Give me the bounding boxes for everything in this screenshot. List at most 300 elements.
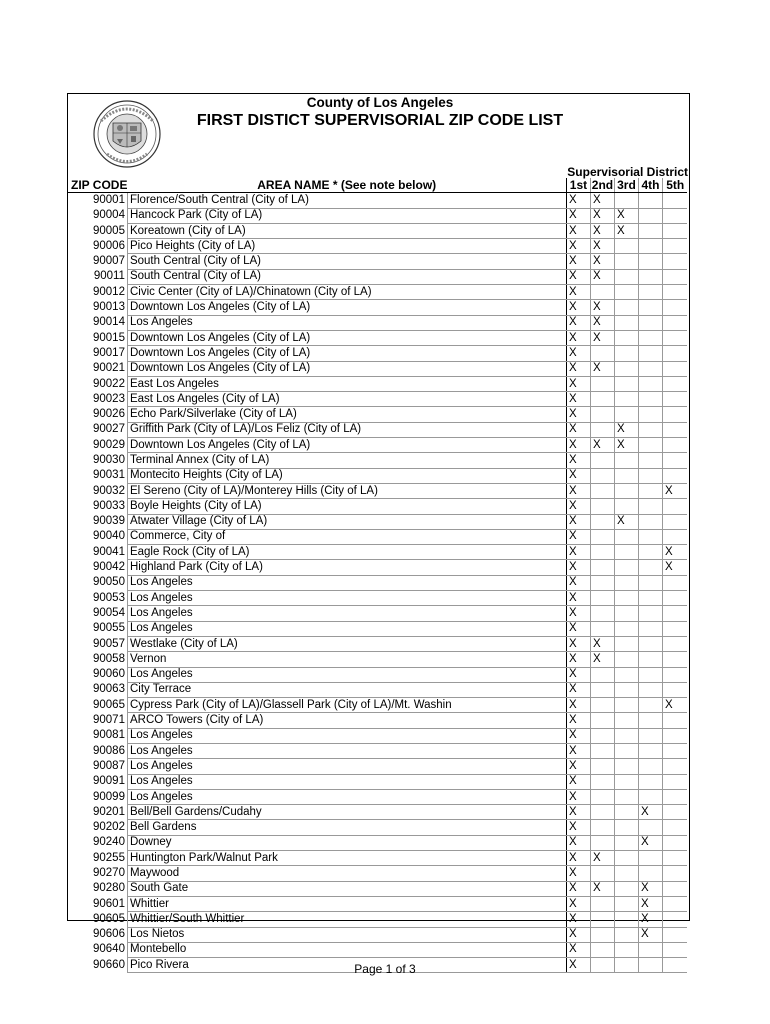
district-4th-cell bbox=[638, 560, 662, 575]
district-5th-cell: X bbox=[662, 560, 687, 575]
district-3rd-cell bbox=[614, 361, 638, 376]
area-name-cell: Huntington Park/Walnut Park bbox=[127, 851, 566, 866]
district-3rd-cell bbox=[614, 315, 638, 330]
district-1st-cell: X bbox=[566, 453, 590, 468]
district-5th-cell: X bbox=[662, 545, 687, 560]
district-4th-cell bbox=[638, 193, 662, 208]
district-4th-cell bbox=[638, 499, 662, 514]
district-3rd-cell bbox=[614, 942, 638, 957]
area-name-cell: Los Nietos bbox=[127, 927, 566, 942]
district-3rd-cell bbox=[614, 560, 638, 575]
district-4th-cell bbox=[638, 682, 662, 697]
district-1st-cell: X bbox=[566, 942, 590, 957]
district-3rd-cell bbox=[614, 820, 638, 835]
area-name-cell: Downtown Los Angeles (City of LA) bbox=[127, 346, 566, 361]
district-4th-cell bbox=[638, 208, 662, 223]
district-1st-cell: X bbox=[566, 254, 590, 269]
district-1st-cell: X bbox=[566, 499, 590, 514]
district-3rd-cell bbox=[614, 866, 638, 881]
column-header-4th: 4th bbox=[638, 178, 662, 193]
table-row bbox=[68, 438, 687, 453]
area-name-cell: Los Angeles bbox=[127, 759, 566, 774]
district-2nd-cell bbox=[590, 560, 614, 575]
district-1st-cell: X bbox=[566, 285, 590, 300]
zip-code-cell: 90091 bbox=[92, 775, 125, 788]
district-4th-cell bbox=[638, 407, 662, 422]
district-2nd-cell: X bbox=[590, 361, 614, 376]
area-name-cell: East Los Angeles (City of LA) bbox=[127, 392, 566, 407]
table-row bbox=[68, 912, 687, 927]
district-4th-cell bbox=[638, 759, 662, 774]
district-1st-cell: X bbox=[566, 652, 590, 667]
district-3rd-cell bbox=[614, 285, 638, 300]
district-1st-cell: X bbox=[566, 606, 590, 621]
district-5th-cell bbox=[662, 789, 687, 804]
district-1st-cell: X bbox=[566, 315, 590, 330]
district-5th-cell bbox=[662, 621, 687, 636]
zip-code-cell: 90041 bbox=[92, 545, 125, 558]
district-4th-cell bbox=[638, 545, 662, 560]
district-5th-cell bbox=[662, 759, 687, 774]
area-name-cell: Los Angeles bbox=[127, 575, 566, 590]
district-3rd-cell bbox=[614, 698, 638, 713]
district-1st-cell: X bbox=[566, 468, 590, 483]
district-2nd-cell bbox=[590, 483, 614, 498]
zip-code-cell: 90022 bbox=[92, 377, 125, 390]
area-name-cell: Downtown Los Angeles (City of LA) bbox=[127, 330, 566, 345]
district-3rd-cell bbox=[614, 407, 638, 422]
zip-code-cell: 90014 bbox=[92, 316, 125, 329]
zip-code-cell: 90027 bbox=[92, 423, 125, 436]
district-5th-cell bbox=[662, 835, 687, 850]
district-1st-cell: X bbox=[566, 438, 590, 453]
district-5th-cell bbox=[662, 881, 687, 896]
zip-code-cell: 90280 bbox=[92, 882, 125, 895]
zip-code-cell: 90640 bbox=[92, 943, 125, 956]
district-3rd-cell bbox=[614, 239, 638, 254]
district-4th-cell bbox=[638, 254, 662, 269]
district-2nd-cell bbox=[590, 606, 614, 621]
district-4th-cell bbox=[638, 942, 662, 957]
district-3rd-cell bbox=[614, 789, 638, 804]
district-1st-cell: X bbox=[566, 361, 590, 376]
district-2nd-cell bbox=[590, 942, 614, 957]
area-name-cell: Whittier bbox=[127, 896, 566, 911]
district-1st-cell: X bbox=[566, 591, 590, 606]
district-1st-cell: X bbox=[566, 575, 590, 590]
area-name-cell: Downey bbox=[127, 835, 566, 850]
district-3rd-cell bbox=[614, 805, 638, 820]
district-4th-cell bbox=[638, 575, 662, 590]
table-row bbox=[68, 346, 687, 361]
district-2nd-cell bbox=[590, 728, 614, 743]
district-4th-cell: X bbox=[638, 912, 662, 927]
district-3rd-cell bbox=[614, 881, 638, 896]
district-4th-cell bbox=[638, 438, 662, 453]
area-name-cell: El Sereno (City of LA)/Monterey Hills (City of LA) bbox=[127, 483, 566, 498]
area-name-cell: Atwater Village (City of LA) bbox=[127, 514, 566, 529]
area-name-cell: Bell Gardens bbox=[127, 820, 566, 835]
area-name-cell: Terminal Annex (City of LA) bbox=[127, 453, 566, 468]
district-1st-cell: X bbox=[566, 208, 590, 223]
zip-code-cell: 90099 bbox=[92, 790, 125, 803]
district-5th-cell bbox=[662, 407, 687, 422]
district-5th-cell bbox=[662, 330, 687, 345]
district-3rd-cell bbox=[614, 254, 638, 269]
area-name-cell: Los Angeles bbox=[127, 774, 566, 789]
district-1st-cell: X bbox=[566, 759, 590, 774]
district-2nd-cell: X bbox=[590, 851, 614, 866]
district-5th-cell bbox=[662, 300, 687, 315]
zip-code-cell: 90058 bbox=[92, 652, 125, 665]
district-3rd-cell bbox=[614, 652, 638, 667]
zip-code-cell: 90012 bbox=[92, 285, 125, 298]
district-2nd-cell bbox=[590, 912, 614, 927]
zip-code-cell: 90060 bbox=[92, 668, 125, 681]
district-3rd-cell bbox=[614, 835, 638, 850]
district-1st-cell: X bbox=[566, 728, 590, 743]
district-1st-cell: X bbox=[566, 621, 590, 636]
district-3rd-cell bbox=[614, 896, 638, 911]
area-name-cell: Downtown Los Angeles (City of LA) bbox=[127, 361, 566, 376]
district-4th-cell bbox=[638, 728, 662, 743]
district-2nd-cell bbox=[590, 376, 614, 391]
zip-code-cell: 90026 bbox=[92, 408, 125, 421]
table-row bbox=[68, 789, 687, 804]
table-row bbox=[68, 942, 687, 957]
district-2nd-cell bbox=[590, 499, 614, 514]
zip-code-cell: 90087 bbox=[92, 759, 125, 772]
district-1st-cell: X bbox=[566, 743, 590, 758]
table-row bbox=[68, 453, 687, 468]
district-1st-cell: X bbox=[566, 407, 590, 422]
district-3rd-cell bbox=[614, 376, 638, 391]
district-5th-cell bbox=[662, 438, 687, 453]
district-5th-cell bbox=[662, 529, 687, 544]
district-5th-cell bbox=[662, 269, 687, 284]
zip-code-cell: 90004 bbox=[92, 209, 125, 222]
zip-code-cell: 90055 bbox=[92, 622, 125, 635]
district-2nd-cell bbox=[590, 591, 614, 606]
district-4th-cell bbox=[638, 621, 662, 636]
table-row bbox=[68, 759, 687, 774]
district-2nd-cell bbox=[590, 667, 614, 682]
district-5th-cell bbox=[662, 315, 687, 330]
table-row bbox=[68, 392, 687, 407]
column-header-3rd: 3rd bbox=[614, 178, 638, 193]
area-name-cell: Koreatown (City of LA) bbox=[127, 223, 566, 238]
district-2nd-cell bbox=[590, 820, 614, 835]
district-2nd-cell bbox=[590, 575, 614, 590]
area-name-cell: Maywood bbox=[127, 866, 566, 881]
area-name-cell: Hancock Park (City of LA) bbox=[127, 208, 566, 223]
district-4th-cell bbox=[638, 789, 662, 804]
district-3rd-cell bbox=[614, 759, 638, 774]
column-header-1st: 1st bbox=[566, 178, 590, 193]
table-row bbox=[68, 835, 687, 850]
column-header-zip: ZIP CODE bbox=[68, 178, 127, 193]
district-2nd-cell bbox=[590, 621, 614, 636]
district-2nd-cell bbox=[590, 774, 614, 789]
district-1st-cell: X bbox=[566, 193, 590, 208]
district-1st-cell: X bbox=[566, 820, 590, 835]
table-row bbox=[68, 499, 687, 514]
county-name: County of Los Angeles bbox=[306, 95, 454, 110]
district-4th-cell bbox=[638, 667, 662, 682]
page-number: Page 1 of 3 bbox=[354, 962, 416, 976]
table-row bbox=[68, 606, 687, 621]
area-name-cell: South Central (City of LA) bbox=[127, 254, 566, 269]
district-4th-cell bbox=[638, 392, 662, 407]
district-3rd-cell bbox=[614, 346, 638, 361]
district-2nd-cell bbox=[590, 392, 614, 407]
zip-code-cell: 90040 bbox=[92, 530, 125, 543]
district-1st-cell: X bbox=[566, 881, 590, 896]
district-5th-cell bbox=[662, 927, 687, 942]
district-2nd-cell bbox=[590, 285, 614, 300]
table-row bbox=[68, 805, 687, 820]
district-2nd-cell: X bbox=[590, 330, 614, 345]
table-row bbox=[68, 652, 687, 667]
district-1st-cell: X bbox=[566, 851, 590, 866]
district-5th-cell bbox=[662, 912, 687, 927]
district-2nd-cell bbox=[590, 407, 614, 422]
table-row bbox=[68, 330, 687, 345]
zip-code-cell: 90086 bbox=[92, 744, 125, 757]
district-2nd-cell bbox=[590, 835, 614, 850]
district-5th-cell bbox=[662, 208, 687, 223]
district-2nd-cell bbox=[590, 682, 614, 697]
area-name-cell: Los Angeles bbox=[127, 606, 566, 621]
table-row bbox=[68, 254, 687, 269]
district-5th-cell bbox=[662, 942, 687, 957]
district-5th-cell bbox=[662, 223, 687, 238]
table-row bbox=[68, 881, 687, 896]
district-2nd-cell bbox=[590, 453, 614, 468]
district-1st-cell: X bbox=[566, 330, 590, 345]
area-name-cell: Bell/Bell Gardens/Cudahy bbox=[127, 805, 566, 820]
district-4th-cell: X bbox=[638, 805, 662, 820]
district-3rd-cell bbox=[614, 545, 638, 560]
district-4th-cell bbox=[638, 361, 662, 376]
table-row bbox=[68, 193, 687, 208]
zip-code-cell: 90033 bbox=[92, 499, 125, 512]
zip-code-cell: 90017 bbox=[92, 346, 125, 359]
table-row bbox=[68, 743, 687, 758]
table-row bbox=[68, 927, 687, 942]
district-5th-cell bbox=[662, 866, 687, 881]
district-2nd-cell bbox=[590, 789, 614, 804]
district-5th-cell bbox=[662, 743, 687, 758]
table-row bbox=[68, 698, 687, 713]
area-name-cell: South Central (City of LA) bbox=[127, 269, 566, 284]
table-row bbox=[68, 774, 687, 789]
area-name-cell: Echo Park/Silverlake (City of LA) bbox=[127, 407, 566, 422]
column-header-2nd: 2nd bbox=[591, 178, 614, 192]
zip-code-cell: 90001 bbox=[92, 194, 125, 207]
zip-code-cell: 90021 bbox=[92, 362, 125, 375]
table-row bbox=[68, 300, 687, 315]
district-2nd-cell bbox=[590, 346, 614, 361]
district-5th-cell bbox=[662, 361, 687, 376]
district-2nd-cell: X bbox=[590, 208, 614, 223]
district-3rd-cell bbox=[614, 529, 638, 544]
district-4th-cell bbox=[638, 698, 662, 713]
district-1st-cell: X bbox=[566, 300, 590, 315]
district-3rd-cell: X bbox=[614, 514, 638, 529]
district-1st-cell: X bbox=[566, 698, 590, 713]
district-1st-cell: X bbox=[566, 912, 590, 927]
district-2nd-cell bbox=[590, 759, 614, 774]
table-row bbox=[68, 866, 687, 881]
district-1st-cell: X bbox=[566, 239, 590, 254]
district-2nd-cell bbox=[590, 698, 614, 713]
district-3rd-cell bbox=[614, 392, 638, 407]
district-4th-cell bbox=[638, 743, 662, 758]
district-2nd-cell bbox=[590, 713, 614, 728]
table-row bbox=[68, 621, 687, 636]
zip-code-cell: 90050 bbox=[92, 576, 125, 589]
district-3rd-cell: X bbox=[614, 208, 638, 223]
district-3rd-cell bbox=[614, 300, 638, 315]
district-4th-cell bbox=[638, 713, 662, 728]
district-1st-cell: X bbox=[566, 529, 590, 544]
table-row bbox=[68, 820, 687, 835]
district-1st-cell: X bbox=[566, 545, 590, 560]
district-4th-cell bbox=[638, 346, 662, 361]
district-4th-cell bbox=[638, 453, 662, 468]
zip-code-cell: 90202 bbox=[92, 821, 125, 834]
table-row bbox=[68, 529, 687, 544]
district-2nd-cell: X bbox=[590, 223, 614, 238]
district-3rd-cell bbox=[614, 269, 638, 284]
district-5th-cell bbox=[662, 820, 687, 835]
zip-code-cell: 90032 bbox=[92, 484, 125, 497]
table-row bbox=[68, 560, 687, 575]
table-row bbox=[68, 851, 687, 866]
district-3rd-cell bbox=[614, 682, 638, 697]
table-row bbox=[68, 269, 687, 284]
district-3rd-cell bbox=[614, 621, 638, 636]
column-header-area: AREA NAME * (See note below) bbox=[127, 178, 566, 193]
district-5th-cell bbox=[662, 713, 687, 728]
district-4th-cell bbox=[638, 269, 662, 284]
table-row bbox=[68, 636, 687, 651]
district-3rd-cell bbox=[614, 851, 638, 866]
district-4th-cell: X bbox=[638, 927, 662, 942]
district-5th-cell: X bbox=[662, 483, 687, 498]
district-1st-cell: X bbox=[566, 958, 590, 973]
district-5th-cell bbox=[662, 499, 687, 514]
district-2nd-cell bbox=[590, 927, 614, 942]
district-3rd-cell bbox=[614, 774, 638, 789]
district-3rd-cell bbox=[614, 468, 638, 483]
table-row bbox=[68, 896, 687, 911]
district-3rd-cell bbox=[614, 330, 638, 345]
district-3rd-cell bbox=[614, 912, 638, 927]
zip-code-cell: 90005 bbox=[92, 224, 125, 237]
area-name-cell: South Gate bbox=[127, 881, 566, 896]
area-name-cell: East Los Angeles bbox=[127, 376, 566, 391]
district-2nd-cell bbox=[590, 529, 614, 544]
district-4th-cell bbox=[638, 468, 662, 483]
district-1st-cell: X bbox=[566, 376, 590, 391]
district-4th-cell bbox=[638, 376, 662, 391]
district-5th-cell bbox=[662, 575, 687, 590]
table-row bbox=[68, 575, 687, 590]
zip-code-cell: 90011 bbox=[93, 270, 125, 283]
zip-code-cell: 90030 bbox=[92, 453, 125, 466]
district-5th-cell bbox=[662, 346, 687, 361]
district-4th-cell: X bbox=[638, 881, 662, 896]
county-seal-icon bbox=[87, 99, 167, 169]
district-2nd-cell bbox=[590, 514, 614, 529]
area-name-cell: Vernon bbox=[127, 652, 566, 667]
district-4th-cell bbox=[638, 636, 662, 651]
district-1st-cell: X bbox=[566, 866, 590, 881]
district-3rd-cell: X bbox=[614, 438, 638, 453]
district-4th-cell bbox=[638, 652, 662, 667]
district-2nd-cell bbox=[590, 805, 614, 820]
district-5th-cell bbox=[662, 422, 687, 437]
area-name-cell: Commerce, City of bbox=[127, 529, 566, 544]
area-name-cell: Los Angeles bbox=[127, 743, 566, 758]
area-name-cell: Whittier/South Whittier bbox=[127, 912, 566, 927]
district-2nd-cell: X bbox=[590, 438, 614, 453]
table-row bbox=[68, 285, 687, 300]
area-name-cell: Highland Park (City of LA) bbox=[127, 560, 566, 575]
district-5th-cell bbox=[662, 285, 687, 300]
area-name-cell: Civic Center (City of LA)/Chinatown (City of LA) bbox=[127, 285, 566, 300]
district-1st-cell: X bbox=[566, 422, 590, 437]
district-3rd-cell bbox=[614, 499, 638, 514]
table-header-row bbox=[68, 178, 687, 193]
area-name-cell: Los Angeles bbox=[127, 591, 566, 606]
zip-code-cell: 90660 bbox=[92, 958, 125, 971]
district-5th-cell bbox=[662, 453, 687, 468]
zip-code-cell: 90606 bbox=[92, 928, 125, 941]
zip-code-cell: 90007 bbox=[92, 255, 125, 268]
district-2nd-cell: X bbox=[590, 636, 614, 651]
table-row bbox=[68, 545, 687, 560]
zip-code-cell: 90057 bbox=[92, 637, 125, 650]
district-1st-cell: X bbox=[566, 223, 590, 238]
district-4th-cell bbox=[638, 422, 662, 437]
district-5th-cell: X bbox=[662, 698, 687, 713]
zip-code-cell: 90006 bbox=[92, 239, 125, 252]
area-name-cell: Montecito Heights (City of LA) bbox=[127, 468, 566, 483]
district-1st-cell: X bbox=[566, 514, 590, 529]
area-name-cell: Los Angeles bbox=[127, 315, 566, 330]
district-4th-cell bbox=[638, 866, 662, 881]
table-body bbox=[68, 193, 687, 973]
district-3rd-cell bbox=[614, 453, 638, 468]
table-row bbox=[68, 682, 687, 697]
district-3rd-cell: X bbox=[614, 223, 638, 238]
zip-code-cell: 90071 bbox=[92, 714, 125, 727]
district-1st-cell: X bbox=[566, 713, 590, 728]
zip-code-cell: 90605 bbox=[92, 912, 125, 925]
district-3rd-cell bbox=[614, 743, 638, 758]
district-5th-cell bbox=[662, 193, 687, 208]
district-1st-cell: X bbox=[566, 805, 590, 820]
district-4th-cell bbox=[638, 330, 662, 345]
district-4th-cell bbox=[638, 820, 662, 835]
zip-code-cell: 90029 bbox=[92, 438, 125, 451]
district-2nd-cell: X bbox=[590, 652, 614, 667]
district-1st-cell: X bbox=[566, 896, 590, 911]
district-5th-cell bbox=[662, 728, 687, 743]
